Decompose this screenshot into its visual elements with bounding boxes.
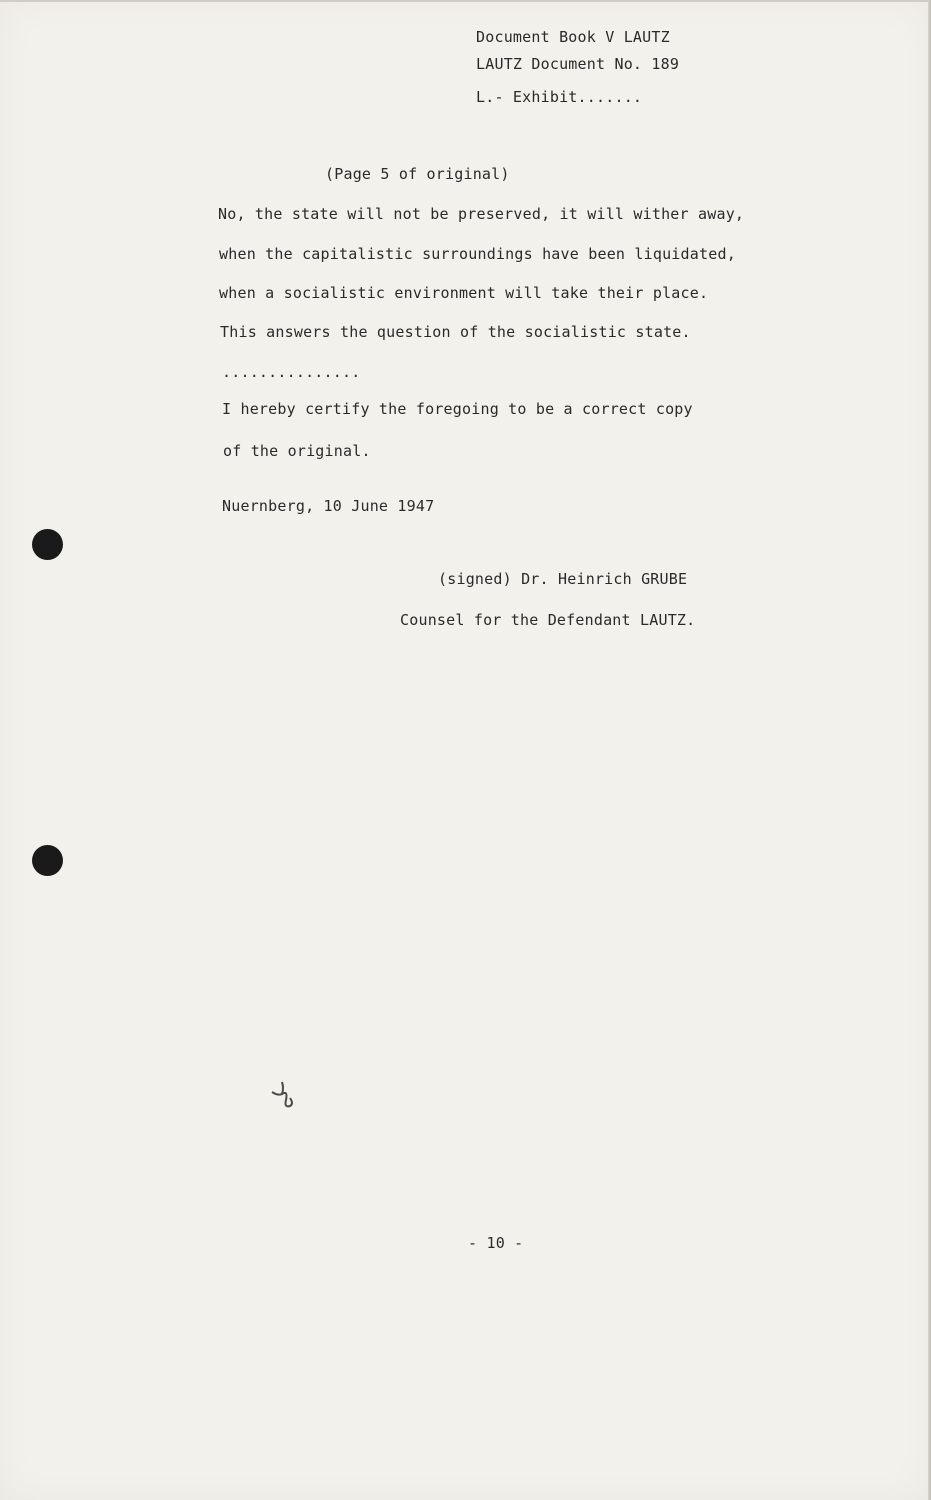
certify-line-1: I hereby certify the foregoing to be a correct copy <box>222 400 693 418</box>
body-line-2: when the capitalistic surroundings have been liquidated, <box>219 245 736 263</box>
separator-dots: ............... <box>222 363 361 381</box>
page-reference: (Page 5 of original) <box>325 165 510 183</box>
certify-line-2: of the original. <box>223 442 371 460</box>
body-line-1: No, the state will not be preserved, it will wither away, <box>218 205 745 223</box>
punch-hole-top <box>32 529 63 560</box>
header-exhibit: L.- Exhibit....... <box>476 88 643 106</box>
page-number: - 10 - <box>468 1234 524 1252</box>
page-top-edge <box>0 0 931 2</box>
header-book: Document Book V LAUTZ <box>476 28 670 46</box>
header-document-number: LAUTZ Document No. 189 <box>476 55 680 73</box>
body-line-4: This answers the question of the socialistic state. <box>220 323 691 341</box>
signature-line: (signed) Dr. Heinrich GRUBE <box>438 570 688 588</box>
place-date: Nuernberg, 10 June 1947 <box>222 497 435 515</box>
body-line-3: when a socialistic environment will take their place. <box>219 284 709 302</box>
signature-role: Counsel for the Defendant LAUTZ. <box>400 611 696 629</box>
punch-hole-bottom <box>32 845 63 876</box>
handwritten-mark-icon <box>268 1078 300 1114</box>
